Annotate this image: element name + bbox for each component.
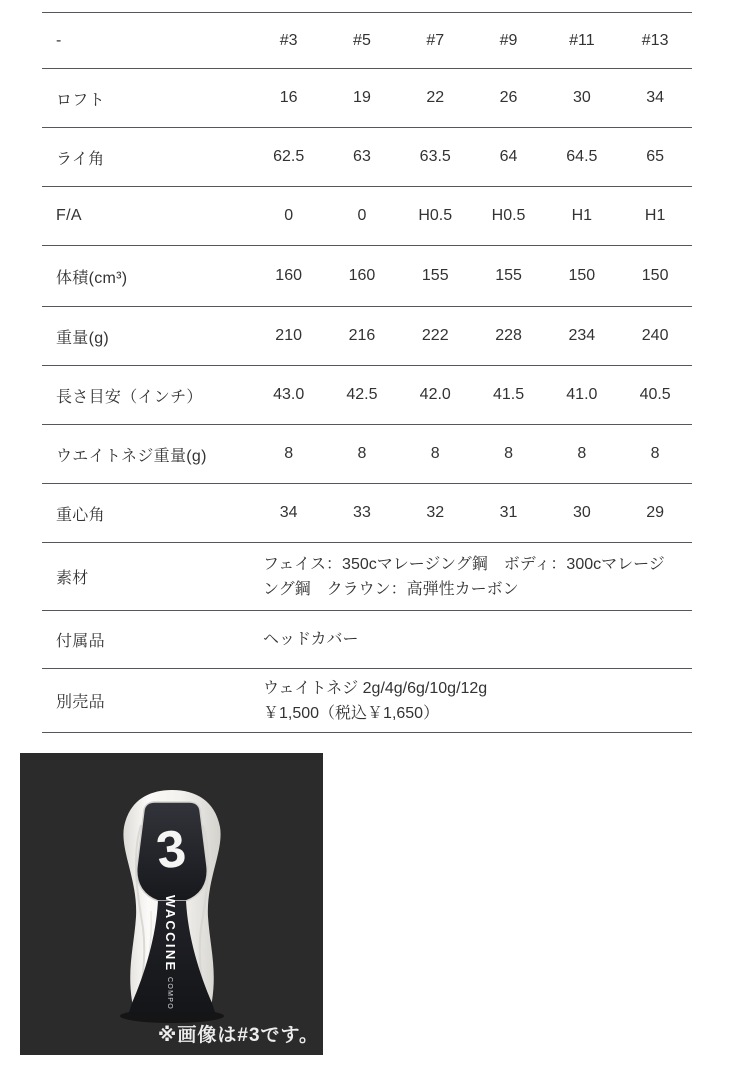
table-row-lie-angle [42,128,692,187]
spec-value: H0.5 [418,207,453,224]
row-label: 長さ目安（インチ） [56,388,203,406]
spec-value: 210 [275,327,302,344]
row-label: F/A [56,207,82,224]
table-header-row [42,13,692,69]
spec-value: 155 [421,267,449,284]
spec-value: 234 [568,327,596,344]
material-text: フェイス：350cマレージング鋼 ボディ：300cマレージング鋼 クラウン：高弾性カーボン [263,555,665,598]
spec-value: 22 [426,89,445,106]
spec-value: 216 [348,327,376,344]
table-row-length [42,366,692,425]
spec-value: 64 [499,148,518,165]
spec-value: 29 [646,504,665,521]
accessory-value [252,611,692,668]
spec-value: 160 [348,267,376,284]
optional-text-line1: ウェイトネジ 2g/4g/6g/10g/12g [263,679,488,697]
column-header: #13 [641,31,669,49]
spec-value: 240 [641,327,669,344]
spec-value: 222 [421,327,449,344]
spec-value: 0 [284,207,294,224]
table-row-accessory [42,611,692,669]
spec-value: 63 [353,148,371,165]
spec-value: H1 [571,207,593,224]
row-label: 素材 [56,570,89,587]
row-label: 重量(g) [56,329,110,347]
spec-value: 8 [284,445,294,462]
spec-value: 8 [650,445,660,462]
spec-value: 0 [357,207,367,224]
accessory-text: ヘッドカバー [263,631,359,648]
spec-value: 32 [426,504,445,521]
spec-value: 62.5 [273,148,305,165]
row-label: ロフト [56,91,105,109]
brand-text: WACCINE [163,895,178,973]
spec-value: 160 [275,267,302,284]
header-label: - [56,31,62,49]
row-label: ライ角 [56,150,105,168]
spec-value: 42.5 [346,386,378,403]
spec-value: 42.0 [419,386,451,403]
spec-value: 8 [504,445,513,462]
spec-value: 8 [577,445,587,462]
row-label: 体積(cm³) [56,269,128,287]
image-caption: ※画像は#3です。 [157,1025,319,1046]
spec-value: 155 [495,267,522,284]
spec-value: 34 [646,89,665,106]
table-row-weight [42,307,692,366]
spec-value: 30 [572,504,591,521]
spec-value: H1 [644,207,666,224]
spec-value: 40.5 [639,386,671,403]
brand-sub-text: COMPO [166,977,173,1010]
spec-value: 30 [572,89,591,106]
optional-value [252,669,692,732]
spec-value: 43.0 [273,386,305,403]
spec-value: H0.5 [491,207,526,224]
spec-table [42,12,692,733]
material-value [252,543,692,610]
spec-value: 34 [279,504,298,521]
table-row-weight-screw [42,425,692,484]
spec-value: 31 [499,504,518,521]
table-row-volume [42,246,692,307]
spec-value: 19 [353,89,371,106]
column-header: #11 [569,31,595,49]
spec-value: 150 [641,267,669,284]
column-header: #5 [353,31,371,49]
spec-value: 8 [430,445,440,462]
table-row-optional [42,669,692,733]
row-label: 別売品 [56,694,105,711]
spec-value: 16 [279,89,298,106]
column-header: #9 [499,31,518,49]
spec-value: 64.5 [566,148,598,165]
spec-value: 8 [357,445,367,462]
table-row-material [42,543,692,611]
column-header: #7 [426,31,445,49]
table-row-cg-angle [42,484,692,543]
optional-text-line2: ￥1,500（税込￥1,650） [263,704,440,722]
product-photo [20,753,323,1055]
column-header: #3 [279,31,298,49]
spec-value: 228 [495,327,522,344]
table-row-face-angle [42,187,692,246]
table-row-loft [42,69,692,128]
row-label: 重心角 [56,506,105,524]
spec-value: 33 [353,504,371,521]
headcover-illustration [20,753,323,1055]
row-label: 付属品 [56,633,105,650]
spec-value: 63.5 [419,148,451,165]
spec-value: 65 [646,148,665,165]
spec-value: 41.0 [566,386,598,403]
spec-value: 26 [499,89,518,106]
spec-value: 41.5 [492,386,525,403]
spec-value: 150 [568,267,596,284]
headcover-number: 3 [153,819,190,881]
row-label: ウエイトネジ重量(g) [56,447,207,465]
